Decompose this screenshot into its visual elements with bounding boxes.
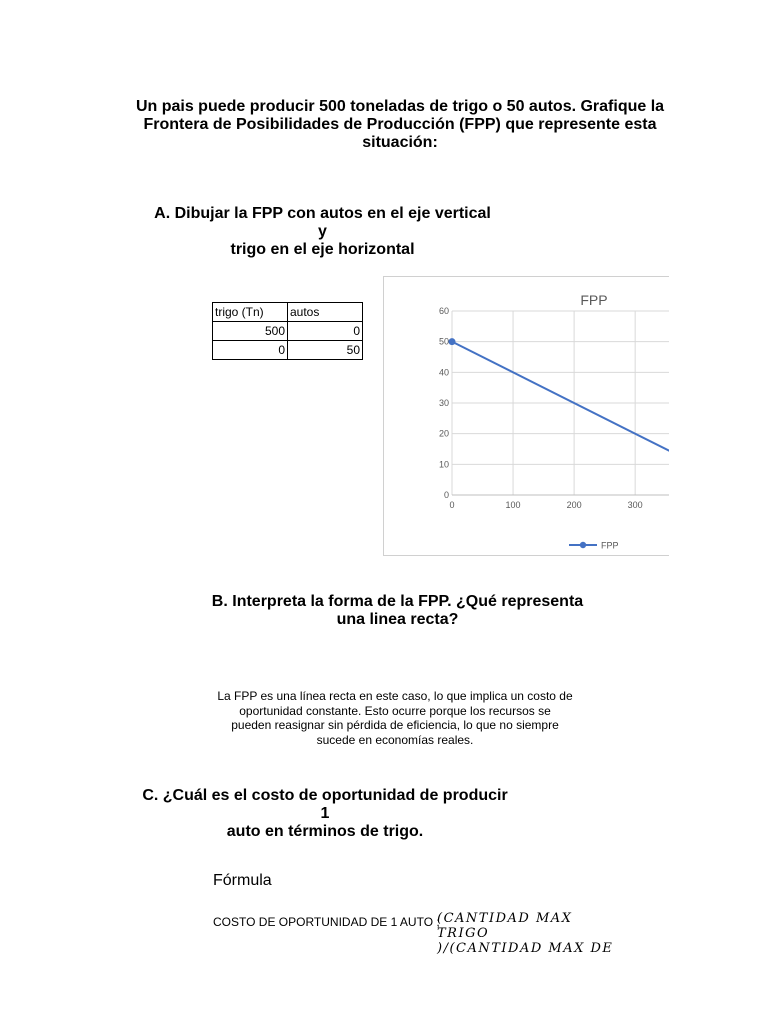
data-table: [212, 302, 363, 360]
problem-line: situación:: [362, 134, 438, 151]
table-cell: 500: [213, 322, 288, 341]
fpp-chart-svg: [384, 277, 669, 555]
chart-title: FPP: [580, 292, 608, 308]
cost-label: COSTO DE OPORTUNIDAD DE 1 AUTO ;: [213, 915, 440, 929]
question-c: [140, 787, 510, 841]
y-tick-label: 0: [443, 490, 449, 500]
table-cell: 0: [213, 341, 288, 360]
y-tick-label: 30: [438, 398, 449, 408]
question-line: una linea recta?: [336, 611, 459, 628]
table-header-row: [213, 303, 363, 322]
answer-b: [205, 689, 585, 747]
header-cell: autos: [288, 303, 363, 322]
answer-line: oportunidad constante. Esto ocurre porque los recursos se: [239, 703, 551, 718]
problem-statement: [130, 98, 670, 152]
formula-expression: [437, 911, 637, 956]
formula-label: Fórmula: [213, 872, 272, 889]
answer-line: sucede en economías reales.: [316, 732, 474, 747]
formula-line: )/(CANTIDAD MAX DE: [437, 941, 614, 956]
x-tick-label: 0: [449, 500, 455, 510]
x-tick-label: 100: [505, 500, 521, 510]
question-line: B. Interpreta la forma de la FPP. ¿Qué representa: [211, 593, 584, 610]
header-cell: trigo (Tn): [213, 303, 288, 322]
legend-label: FPP: [601, 540, 619, 551]
answer-line: La FPP es una línea recta en este caso, lo que implica un costo de: [217, 689, 573, 703]
problem-line: Frontera de Posibilidades de Producción (FPP) que represente esta: [143, 116, 657, 133]
chart-legend: [569, 541, 619, 551]
question-a: [150, 205, 495, 259]
answer-line: pueden reasignar sin pérdida de eficiencia, lo que no siempre: [231, 718, 559, 732]
table-row: [213, 322, 363, 341]
table-cell: 50: [288, 341, 363, 360]
question-line: C. ¿Cuál es el costo de oportunidad de producir 1: [142, 787, 508, 822]
question-line: A. Dibujar la FPP con autos en el eje vertical y: [154, 205, 491, 240]
y-tick-label: 10: [438, 459, 449, 470]
y-tick-label: 20: [438, 428, 449, 439]
data-point: [449, 338, 456, 345]
x-tick-label: 300: [627, 500, 643, 510]
formula-line: TRIGO: [437, 926, 490, 941]
series-line: [452, 342, 669, 495]
y-tick-label: 50: [438, 336, 449, 347]
y-tick-label: 60: [438, 306, 449, 316]
y-tick-label: 40: [438, 367, 449, 378]
problem-line: Un pais puede producir 500 toneladas de trigo o 50 autos. Grafique la: [135, 98, 665, 115]
question-line: trigo en el eje horizontal: [230, 241, 415, 258]
question-b: [210, 593, 585, 629]
x-tick-label: 200: [566, 500, 582, 510]
question-line: auto en términos de trigo.: [226, 823, 424, 840]
formula-line: (CANTIDAD MAX: [437, 911, 573, 926]
fpp-chart: [383, 276, 669, 556]
table-row: [213, 341, 363, 360]
table-cell: 0: [288, 322, 363, 341]
